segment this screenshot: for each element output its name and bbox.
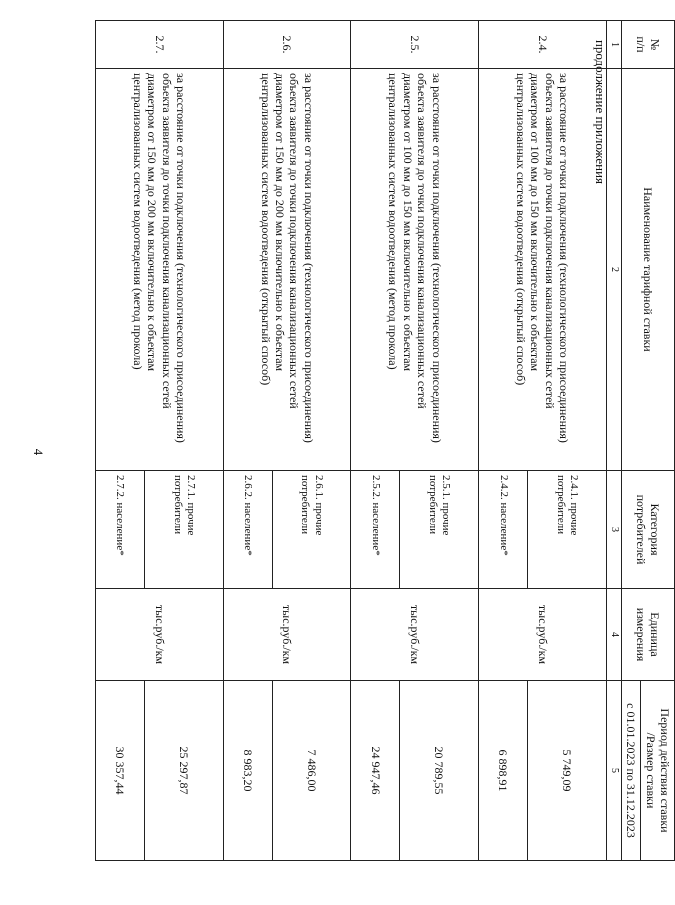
table-row bbox=[272, 21, 351, 861]
row-unit: тыс.руб./км bbox=[479, 589, 607, 681]
col-index: 3 bbox=[606, 471, 621, 589]
row-unit: тыс.руб./км bbox=[96, 589, 224, 681]
col-index: 4 bbox=[606, 589, 621, 681]
row-value: 24 947,46 bbox=[351, 681, 400, 861]
col-index: 5 bbox=[606, 681, 621, 861]
row-number: 2.4. bbox=[479, 21, 607, 69]
header-period-title bbox=[641, 681, 675, 861]
row-value: 5 749,09 bbox=[527, 681, 606, 861]
page-number: 4 bbox=[31, 448, 46, 456]
column-index-row bbox=[606, 21, 621, 861]
header-unit bbox=[621, 589, 674, 681]
row-value: 25 297,87 bbox=[144, 681, 223, 861]
header-category-text: Категория потребителей bbox=[633, 494, 663, 565]
header-period-title-text: Период действия ставки /Размер ставки bbox=[643, 708, 672, 833]
row-unit: тыс.руб./км bbox=[223, 589, 351, 681]
row-name: за расстояние от точки подключения (технологического присоединения) объекта заявителя до точки подключения канализационных сетей диаметром от 100 мм до 150 мм включительно к объектам централизованных систем водоотведения (открытый способ) bbox=[479, 69, 607, 471]
row-value: 7 486,00 bbox=[272, 681, 351, 861]
row-number: 2.5. bbox=[351, 21, 479, 69]
header-unit-text: Единица измерения bbox=[633, 607, 663, 662]
row-number: 2.7. bbox=[96, 21, 224, 69]
tariff-table bbox=[95, 20, 675, 861]
header-period-range: с 01.01.2023 по 31.12.2023 bbox=[621, 681, 640, 861]
row-category: 2.6.2. население* bbox=[223, 471, 272, 589]
row-value: 30 357,44 bbox=[96, 681, 145, 861]
header-num-text: № п/п bbox=[633, 36, 663, 53]
col-index: 1 bbox=[606, 21, 621, 69]
header-num bbox=[621, 21, 674, 69]
row-category: 2.4.1. прочие потребители bbox=[527, 471, 606, 589]
row-category: 2.7.2. население* bbox=[96, 471, 145, 589]
row-name: за расстояние от точки подключения (технологического присоединения) объекта заявителя до точки подключения канализационных сетей диаметром от 100 мм до 150 мм включительно к объектам централизованных систем водоотведения (метод прокола) bbox=[351, 69, 479, 471]
table-row bbox=[527, 21, 606, 861]
row-unit: тыс.руб./км bbox=[351, 589, 479, 681]
table-row bbox=[144, 21, 223, 861]
tariff-table-wrapper bbox=[95, 20, 675, 860]
table-row bbox=[400, 21, 479, 861]
row-category: 2.5.2. население* bbox=[351, 471, 400, 589]
row-value: 6 898,91 bbox=[479, 681, 528, 861]
row-category: 2.5.1. прочие потребители bbox=[400, 471, 479, 589]
header-name: Наименование тарифной ставки bbox=[621, 69, 674, 471]
row-category: 2.7.1. прочие потребители bbox=[144, 471, 223, 589]
row-name: за расстояние от точки подключения (технологического присоединения) объекта заявителя до точки подключения канализационных сетей диаметром от 150 мм до 200 мм включительно к объектам централизованных систем водоотведения (открытый способ) bbox=[223, 69, 351, 471]
col-index: 2 bbox=[606, 69, 621, 471]
continuation-caption: продолжение приложения bbox=[593, 39, 608, 185]
header-category bbox=[621, 471, 674, 589]
row-category: 2.6.1. прочие потребители bbox=[272, 471, 351, 589]
row-category: 2.4.2. население* bbox=[479, 471, 528, 589]
row-number: 2.6. bbox=[223, 21, 351, 69]
row-value: 8 983,20 bbox=[223, 681, 272, 861]
row-value: 20 789,55 bbox=[400, 681, 479, 861]
row-name: за расстояние от точки подключения (технологического присоединения) объекта заявителя до точки подключения канализационных сетей диаметром от 150 мм до 200 мм включительно к объектам централизованных систем водоотведения (метод прокола) bbox=[96, 69, 224, 471]
